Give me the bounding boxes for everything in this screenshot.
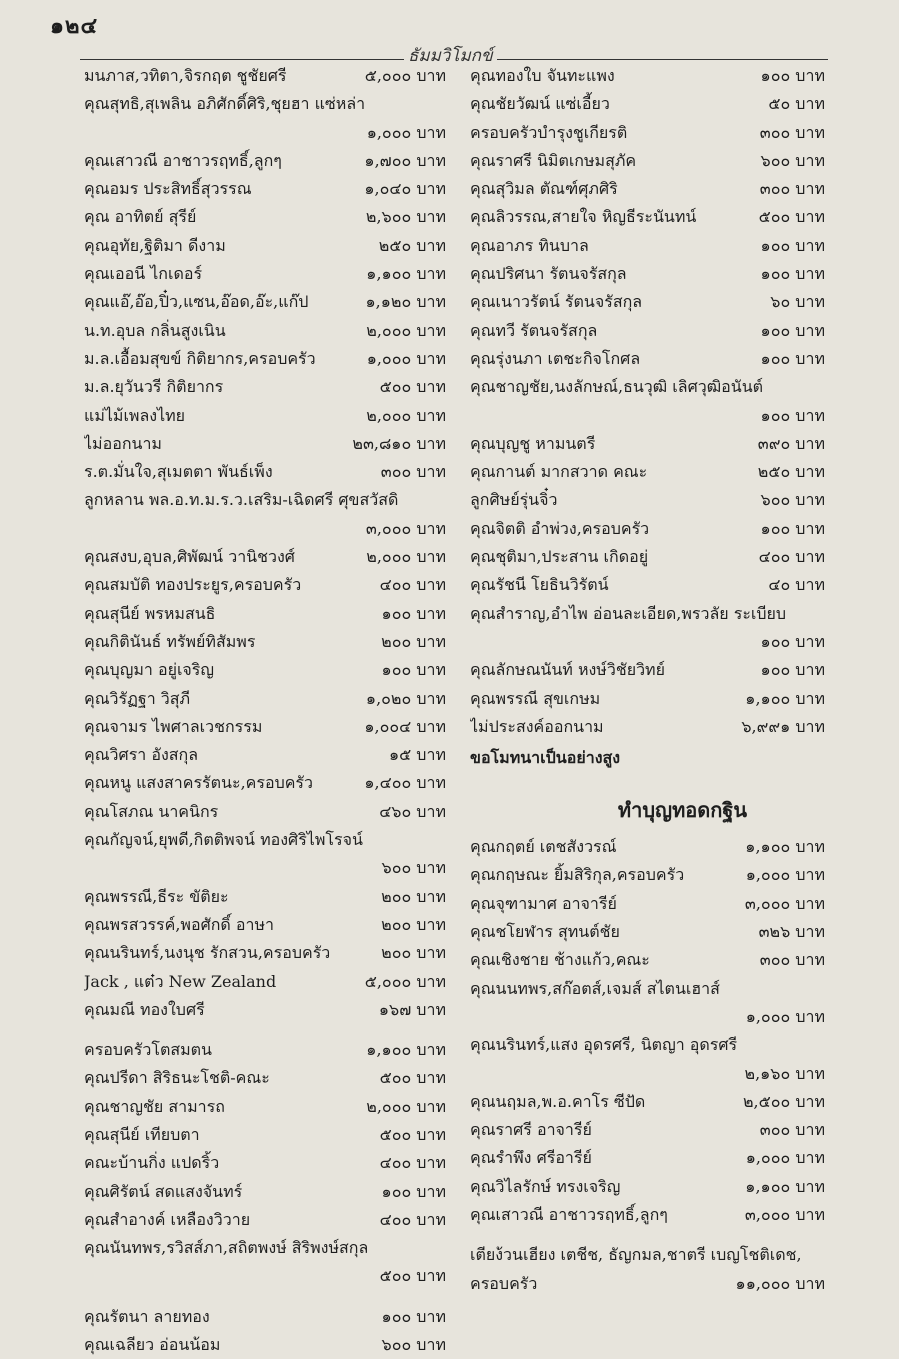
donation-amount: ๕๐ บาท bbox=[768, 94, 825, 114]
donor-name: คุณปริศนา รัตนจรัสกุล bbox=[470, 264, 627, 284]
donation-amount: ๕๐๐ บาท bbox=[379, 1124, 446, 1144]
donation-amount: ๑,๑๐๐ บาท bbox=[745, 837, 825, 857]
donor-name: คุณบุญชู หามนตรี bbox=[470, 433, 596, 453]
donor-name: คุณพรสวรรค์,พอศักดิ์ อาษา bbox=[84, 914, 275, 934]
donor-name: คุณมณี ทองใบศรี bbox=[84, 999, 205, 1019]
donation-amount: ๑๐๐ บาท bbox=[381, 660, 446, 680]
donation-row bbox=[470, 713, 825, 741]
donation-row bbox=[84, 1093, 446, 1121]
donation-amount: ๖๐๐ บาท bbox=[381, 1335, 446, 1355]
donation-row bbox=[470, 203, 825, 231]
donor-name: คุณสำอางค์ เหลืองวิวาย bbox=[84, 1209, 251, 1229]
donor-name: คุณรัตนา ลายทอง bbox=[84, 1306, 210, 1326]
donor-name: คุณวิไลรักษ์ ทรงเจริญ bbox=[470, 1176, 621, 1196]
donation-row bbox=[470, 345, 825, 373]
donation-amount: ๖๐๐ บาท bbox=[760, 490, 825, 510]
donation-row bbox=[470, 1241, 825, 1269]
donation-row bbox=[470, 1173, 825, 1201]
donor-name: ครอบครัวโตสมตน bbox=[84, 1040, 212, 1060]
donor-name: คุณวิศรา อังสกุล bbox=[84, 745, 199, 765]
donation-row bbox=[84, 968, 446, 996]
donor-name: คุณนนทพร,สก๊อตส์,เจมส์ สไตนเฮาส์ bbox=[470, 978, 720, 998]
donation-row bbox=[470, 486, 825, 514]
donor-name: คุณชาญชัย สามารถ bbox=[84, 1096, 225, 1116]
donation-row bbox=[84, 883, 446, 911]
donation-amount: ๑๖๗ บาท bbox=[378, 999, 446, 1019]
donation-amount: ๕๐๐ บาท bbox=[379, 377, 446, 397]
donor-name: คุณเนาวรัตน์ รัตนจรัสกุล bbox=[470, 292, 643, 312]
donation-row bbox=[84, 1121, 446, 1149]
donation-amount: ๑,๗๐๐ บาท bbox=[364, 150, 446, 170]
donor-name: คุณกานต์ มากสวาด คณะ bbox=[470, 462, 648, 482]
donor-name: คุณจิตติ อำพ่วง,ครอบครัว bbox=[470, 518, 650, 538]
donor-name: ครอบครัวบำรุงชูเกียรติ bbox=[470, 122, 628, 142]
donation-amount: ๓๙๐ บาท bbox=[757, 433, 825, 453]
donation-row bbox=[470, 62, 825, 90]
donation-row bbox=[84, 1331, 446, 1359]
donation-amount: ๑๐๐ บาท bbox=[760, 405, 825, 425]
donor-name: คุณทวี รัตนจรัสกุล bbox=[470, 320, 598, 340]
donor-name: คุณพรรณี สุขเกษม bbox=[470, 688, 601, 708]
donor-name: คุณรำพึง ศรีอารีย์ bbox=[470, 1148, 592, 1168]
donor-name: เตียง้วนเฮียง เตชีช, ธัญกมล,ชาตรี เบญโชติเดช, bbox=[470, 1245, 802, 1265]
donation-row bbox=[470, 543, 825, 571]
donation-row bbox=[470, 458, 825, 486]
donation-amount: ๒,๐๐๐ บาท bbox=[366, 320, 446, 340]
donation-amount: ๖๐๐ บาท bbox=[760, 150, 825, 170]
donation-row bbox=[84, 1206, 446, 1234]
donor-name: คุณเฉลียว อ่อนน้อม bbox=[84, 1335, 221, 1355]
donation-row bbox=[470, 147, 825, 175]
donation-row bbox=[84, 317, 446, 345]
donation-row bbox=[470, 119, 825, 147]
donor-name: คุณสำราญ,อำไพ อ่อนละเอียด,พรวลัย ระเบียบ bbox=[470, 603, 787, 623]
donation-row bbox=[470, 1003, 825, 1031]
donor-name: คุณกัญจน์,ยุพดี,กิตติพจน์ ทองศิริไพโรจน์ bbox=[84, 830, 363, 850]
donor-name: ม.ล.ยุวันวรี กิติยากร bbox=[84, 377, 224, 397]
donor-name: คุณอมร ประสิทธิ์สุวรรณ bbox=[84, 179, 252, 199]
donor-name: คุณหนู แสงสาครรัตนะ,ครอบครัว bbox=[84, 773, 313, 793]
left-donor-column bbox=[84, 62, 446, 1359]
donation-row bbox=[84, 1234, 446, 1262]
donor-name: คุณนรินทร์,แสง อุดรศรี, นิตญา อุดรศรี bbox=[470, 1035, 738, 1055]
donor-name: คุณรัชนี โยธินวิรัตน์ bbox=[470, 575, 609, 595]
donation-row bbox=[84, 1064, 446, 1092]
donation-amount: ๔๐๐ บาท bbox=[379, 1209, 446, 1229]
donation-amount: ๑๕ บาท bbox=[388, 745, 446, 765]
donor-name: Jack , แต๋ว New Zealand bbox=[84, 971, 277, 991]
donation-row bbox=[84, 571, 446, 599]
donation-amount: ๕๐๐ บาท bbox=[379, 1068, 446, 1088]
donation-row bbox=[470, 402, 825, 430]
row-spacer bbox=[470, 1229, 825, 1241]
donation-amount: ๑,๑๐๐ บาท bbox=[366, 1040, 446, 1060]
donation-amount: ๑๐๐ บาท bbox=[760, 320, 825, 340]
donor-name: ครอบครัว bbox=[470, 1273, 538, 1293]
donation-row bbox=[84, 600, 446, 628]
donor-name: คุณสมบัติ ทองประยูร,ครอบครัว bbox=[84, 575, 302, 595]
donor-name: คุณสงบ,อุบล,ศิพัฒน์ วานิชวงศ์ bbox=[84, 547, 295, 567]
donation-amount: ๔๖๐ บาท bbox=[379, 801, 446, 821]
donation-row bbox=[470, 571, 825, 599]
donation-amount: ๑๐๐ บาท bbox=[760, 264, 825, 284]
donation-amount: ๔๐๐ บาท bbox=[379, 575, 446, 595]
donation-amount: ๖,๙๙๑ บาท bbox=[741, 716, 825, 736]
donation-amount: ๕๐๐ บาท bbox=[379, 1266, 446, 1286]
donation-amount: ๑,๑๒๐ บาท bbox=[365, 292, 446, 312]
donation-amount: ๑,๑๐๐ บาท bbox=[745, 1176, 825, 1196]
donation-amount: ๓,๐๐๐ บาท bbox=[744, 893, 825, 913]
donation-row bbox=[84, 939, 446, 967]
donation-amount: ๔๐ บาท bbox=[768, 575, 825, 595]
donation-row bbox=[470, 373, 825, 401]
donation-row bbox=[470, 288, 825, 316]
donation-amount: ๑๐๐ บาท bbox=[760, 631, 825, 651]
donation-amount: ๒,๐๐๐ บาท bbox=[366, 547, 446, 567]
donor-name: ร.ต.มั่นใจ,สุเมตตา พันธ์เพ็ง bbox=[84, 462, 273, 482]
donation-amount: ๒๐๐ บาท bbox=[381, 631, 446, 651]
donor-name: คุณพรรณี,ธีระ ขัติยะ bbox=[84, 886, 229, 906]
donation-row bbox=[470, 515, 825, 543]
row-spacer bbox=[84, 1024, 446, 1036]
donation-row bbox=[470, 1144, 825, 1172]
donation-amount: ๔๐๐ บาท bbox=[379, 1153, 446, 1173]
donor-name: คุณรุ่งนภา เตชะกิจโกศล bbox=[470, 348, 641, 368]
donor-name: คุณเสาวณี อาชาวรฤทธิ์,ลูกๆ bbox=[84, 150, 282, 170]
donor-name: คุณอาภร ทินบาล bbox=[470, 235, 589, 255]
donation-row bbox=[470, 1201, 825, 1229]
donation-amount: ๓๒๖ บาท bbox=[758, 922, 825, 942]
kathin-section-title: ทำบุญทอดกฐิน bbox=[617, 798, 748, 823]
donation-row bbox=[84, 1178, 446, 1206]
donation-row bbox=[470, 1088, 825, 1116]
donation-row bbox=[470, 1060, 825, 1088]
donor-name: มนภาส,วทิตา,จิรกฤต ชูชัยศรี bbox=[84, 66, 287, 85]
donor-name: แม่ไม้เพลงไทย bbox=[84, 405, 186, 425]
donation-amount: ๖๐ บาท bbox=[770, 292, 825, 312]
donation-row bbox=[470, 685, 825, 713]
donor-name: คุณโสภณ นาคนิกร bbox=[84, 801, 219, 821]
donor-name: ม.ล.เอื้อมสุขข์ กิติยากร,ครอบครัว bbox=[84, 348, 316, 368]
donation-row bbox=[470, 833, 825, 861]
donation-row bbox=[84, 345, 446, 373]
donation-row bbox=[470, 861, 825, 889]
donor-name: คุณเออนี ไกเดอร์ bbox=[84, 264, 203, 284]
donation-row bbox=[84, 685, 446, 713]
donation-amount: ๑๐๐ บาท bbox=[381, 603, 446, 623]
donation-amount: ๓,๐๐๐ บาท bbox=[365, 518, 446, 538]
donation-row bbox=[470, 317, 825, 345]
donation-row bbox=[84, 911, 446, 939]
donor-name: คุณสุวิมล ตัณฑ์ศุภศิริ bbox=[470, 179, 618, 199]
donation-row bbox=[470, 918, 825, 946]
donation-amount: ๑๑,๐๐๐ บาท bbox=[735, 1273, 825, 1293]
donation-row bbox=[84, 1036, 446, 1064]
donor-name: น.ท.อุบล กลิ่นสูงเนิน bbox=[84, 320, 226, 340]
donation-amount: ๑๐๐ บาท bbox=[381, 1181, 446, 1201]
donation-amount: ๑,๐๒๐ บาท bbox=[365, 688, 446, 708]
donation-row bbox=[470, 656, 825, 684]
donor-name: คณะบ้านกิ่ง แปดริ้ว bbox=[84, 1153, 220, 1173]
donation-row bbox=[470, 430, 825, 458]
donation-row bbox=[84, 486, 446, 514]
right-donor-column bbox=[470, 62, 825, 1298]
donation-row bbox=[84, 769, 446, 797]
donation-row bbox=[470, 628, 825, 656]
donation-amount: ๓๐๐ บาท bbox=[759, 179, 825, 199]
donation-row bbox=[84, 854, 446, 882]
donation-row bbox=[470, 260, 825, 288]
donation-amount: ๒,๑๖๐ บาท bbox=[744, 1063, 825, 1083]
donation-row bbox=[84, 996, 446, 1024]
donor-name: คุณปรีดา สิริธนะโชติ-คณะ bbox=[84, 1068, 270, 1088]
donation-row bbox=[84, 713, 446, 741]
donation-amount: ๑,๐๐๔ บาท bbox=[364, 716, 446, 736]
donation-amount: ๕,๐๐๐ บาท bbox=[364, 971, 446, 991]
donor-name: คุณชโยฬาร สุทนต์ชัย bbox=[470, 922, 620, 942]
donation-amount: ๑๐๐ บาท bbox=[760, 348, 825, 368]
donation-row bbox=[84, 288, 446, 316]
donation-amount: ๒,๐๐๐ บาท bbox=[366, 405, 446, 425]
donation-row bbox=[84, 260, 446, 288]
donation-amount: ๒๕๐ บาท bbox=[757, 462, 825, 482]
donation-row bbox=[470, 975, 825, 1003]
donation-amount: ๑๐๐ บาท bbox=[760, 660, 825, 680]
donation-row bbox=[84, 458, 446, 486]
donation-row bbox=[84, 826, 446, 854]
donation-amount: ๕,๐๐๐ บาท bbox=[364, 66, 446, 85]
donor-name: คุณกิตินันธ์ ทรัพย์ทิสัมพร bbox=[84, 631, 256, 651]
donation-row bbox=[470, 890, 825, 918]
donation-amount: ๒๓,๘๑๐ บาท bbox=[352, 433, 446, 453]
donation-row bbox=[84, 1303, 446, 1331]
donation-row bbox=[84, 147, 446, 175]
donation-row bbox=[84, 232, 446, 260]
donor-name: คุณเชิงชาย ช้างแก้ว,คณะ bbox=[470, 950, 650, 970]
donation-row bbox=[470, 946, 825, 974]
donation-row bbox=[84, 628, 446, 656]
donation-amount: ๓๐๐ บาท bbox=[380, 462, 446, 482]
donation-row bbox=[84, 430, 446, 458]
donation-amount: ๑๐๐ บาท bbox=[760, 66, 825, 85]
donation-amount: ๓,๐๐๐ บาท bbox=[744, 1204, 825, 1224]
donor-name: คุณบุญมา อยู่เจริญ bbox=[84, 660, 215, 680]
donor-name: คุณวิรัฏฐา วิสุภี bbox=[84, 688, 191, 708]
donation-amount: ๑๐๐ บาท bbox=[381, 1306, 446, 1326]
donor-name: คุณเสาวณี อาชาวรฤทธิ์,ลูกๆ bbox=[470, 1204, 668, 1224]
donor-name: คุณราศรี อาจารีย์ bbox=[470, 1120, 592, 1140]
donation-row bbox=[470, 1031, 825, 1059]
donation-row bbox=[84, 741, 446, 769]
donor-name: คุณกฤษณะ ยิ้มสิริกุล,ครอบครัว bbox=[470, 865, 685, 885]
donation-row bbox=[84, 62, 446, 90]
donation-amount: ๖๐๐ บาท bbox=[381, 858, 446, 878]
donor-name: คุณลักษณนันท์ หงษ์วิชัยวิทย์ bbox=[470, 660, 665, 680]
donation-row bbox=[84, 656, 446, 684]
donation-amount: ๒,๖๐๐ บาท bbox=[365, 207, 446, 227]
donation-row bbox=[84, 373, 446, 401]
donation-amount: ๒๕๐ บาท bbox=[378, 235, 446, 255]
donor-name: คุณนฤมล,พ.อ.คาโร ซีปัด bbox=[470, 1091, 646, 1111]
donor-name: ลูกศิษย์รุ่นจิ๋ว bbox=[470, 490, 558, 510]
donation-row bbox=[84, 798, 446, 826]
donor-name: คุณนรินทร์,นงนุช รักสวน,ครอบครัว bbox=[84, 943, 331, 963]
donor-name: คุณ อาทิตย์ สุรีย์ bbox=[84, 207, 197, 227]
donation-row bbox=[84, 90, 446, 118]
donor-name: คุณนันทพร,รวิสส์ภา,สถิตพงษ์ สิริพงษ์สกุล bbox=[84, 1238, 369, 1258]
donor-name: คุณศิรัตน์ สดแสงจันทร์ bbox=[84, 1181, 243, 1201]
donor-name: คุณทองใบ จันทะแพง bbox=[470, 66, 615, 85]
donation-amount: ๕๐๐ บาท bbox=[758, 207, 825, 227]
donation-amount: ๑,๐๔๐ บาท bbox=[364, 179, 446, 199]
donor-name: ไม่ประสงค์ออกนาม bbox=[470, 716, 604, 736]
donor-name: คุณสุทธิ,สุเพลิน อภิศักดิ์ศิริ,ชุยฮา แซ่หล่า bbox=[84, 94, 366, 114]
donor-name: คุณชุติมา,ประสาน เกิดอยู่ bbox=[470, 547, 649, 567]
donation-amount: ๓๐๐ บาท bbox=[759, 122, 825, 142]
kathin-donor-list bbox=[470, 833, 825, 1298]
donor-name: คุณสุนีย์ พรหมสนธิ bbox=[84, 603, 216, 623]
donor-name: คุณกฤตย์ เตชสังวรณ์ bbox=[470, 837, 617, 857]
donation-row bbox=[84, 543, 446, 571]
donor-name: คุณลิวรรณ,สายใจ หิญธีระนันทน์ bbox=[470, 207, 697, 227]
donor-name: คุณชาญชัย,นงลักษณ์,ธนวุฒิ เลิศวุฒิอนันต์ bbox=[470, 377, 764, 397]
donation-amount: ๑,๐๐๐ บาท bbox=[745, 1006, 825, 1026]
donation-row bbox=[470, 600, 825, 628]
donation-amount: ๒๐๐ บาท bbox=[381, 943, 446, 963]
donor-name: คุณชัยวัฒน์ แซ่เอี้ยว bbox=[470, 94, 610, 114]
donor-name: คุณอุทัย,ฐิติมา ดีงาม bbox=[84, 235, 226, 255]
donation-amount: ๑,๐๐๐ บาท bbox=[366, 122, 446, 142]
donation-amount: ๑,๐๐๐ บาท bbox=[745, 865, 825, 885]
donation-row bbox=[470, 1270, 825, 1298]
donation-amount: ๔๐๐ บาท bbox=[758, 547, 825, 567]
running-header bbox=[80, 44, 828, 64]
donation-row bbox=[84, 1149, 446, 1177]
donation-row bbox=[470, 1116, 825, 1144]
donation-row bbox=[84, 402, 446, 430]
donation-row bbox=[470, 90, 825, 118]
donor-name: คุณราศรี นิมิตเกษมสุภัค bbox=[470, 150, 637, 170]
donation-amount: ๑๐๐ บาท bbox=[760, 518, 825, 538]
donation-amount: ๒,๐๐๐ บาท bbox=[366, 1096, 446, 1116]
donation-amount: ๑,๐๐๐ บาท bbox=[745, 1148, 825, 1168]
header-title: ธัมมวิโมกข์ bbox=[404, 42, 497, 69]
donor-name: ไม่ออกนาม bbox=[84, 433, 162, 453]
donor-name: ลูกหลาน พล.อ.ท.ม.ร.ว.เสริม-เฉิดศรี ศุขสวัสดิ bbox=[84, 490, 399, 510]
donation-amount: ๒๐๐ บาท bbox=[381, 914, 446, 934]
donation-row bbox=[84, 1262, 446, 1290]
donor-name: คุณแอ๊,อ๊อ,ปิ๋ว,แซน,อ๊อด,อ๊ะ,แก๊ป bbox=[84, 292, 309, 312]
donor-name: คุณสุนีย์ เทียบตา bbox=[84, 1124, 200, 1144]
donation-amount: ๑๐๐ บาท bbox=[760, 235, 825, 255]
donor-name: คุณจุฑามาศ อาจารีย์ bbox=[470, 893, 617, 913]
right-donor-list bbox=[470, 62, 825, 741]
donation-amount: ๒๐๐ บาท bbox=[381, 886, 446, 906]
donation-amount: ๑,๔๐๐ บาท bbox=[364, 773, 446, 793]
donor-name: คุณจามร ไพศาลเวชกรรม bbox=[84, 716, 263, 736]
donation-amount: ๑,๑๐๐ บาท bbox=[366, 264, 446, 284]
donation-amount: ๒,๕๐๐ บาท bbox=[742, 1091, 825, 1111]
donation-row bbox=[470, 232, 825, 260]
donation-amount: ๑,๐๐๐ บาท bbox=[366, 348, 446, 368]
donation-row bbox=[84, 175, 446, 203]
donation-row bbox=[470, 175, 825, 203]
donation-amount: ๑,๑๐๐ บาท bbox=[745, 688, 825, 708]
page-number: ๑๒๔ bbox=[50, 13, 99, 39]
donation-row bbox=[84, 203, 446, 231]
donation-row bbox=[84, 515, 446, 543]
donation-amount: ๓๐๐ บาท bbox=[759, 950, 825, 970]
thanks-line: ขอโมทนาเป็นอย่างสูง bbox=[470, 748, 621, 768]
row-spacer bbox=[84, 1291, 446, 1303]
donation-amount: ๓๐๐ บาท bbox=[759, 1120, 825, 1140]
donation-row bbox=[84, 119, 446, 147]
